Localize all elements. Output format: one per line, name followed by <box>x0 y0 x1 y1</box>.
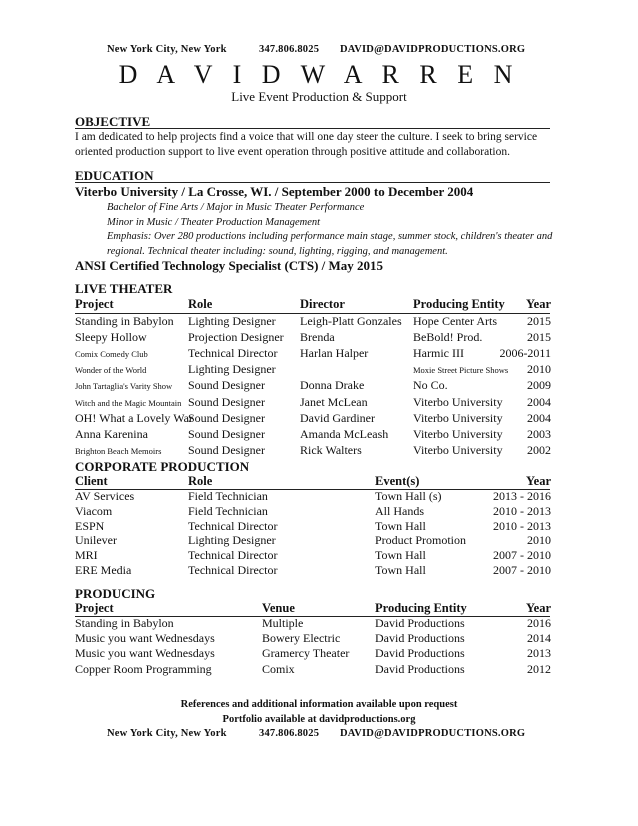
corporate-cell-year: 2010 <box>527 533 551 548</box>
col-project: Project <box>75 601 114 615</box>
producing-cell-entity: David Productions <box>375 616 465 630</box>
col-role: Role <box>188 297 213 311</box>
producing-cell-project: Music you want Wednesdays <box>75 646 215 661</box>
live-theater-cell-role: Sound Designer <box>188 426 265 441</box>
producing-cell-project: Music you want Wednesdays <box>75 631 215 646</box>
corporate-cell-client: MRI <box>75 548 98 563</box>
education-emphasis: Emphasis: Over 280 productions including performance main stage, summer stock, children's theater and regional. Technical theater including: sound, lighting, rigging, and management. <box>107 231 553 257</box>
live-theater-cell-entity: Viterbo University <box>413 442 503 457</box>
objective-rule <box>75 128 550 129</box>
col-venue: Venue <box>262 601 295 615</box>
education-rule <box>75 182 550 183</box>
live-theater-cell-director: Rick Walters <box>300 442 362 457</box>
corporate-cell-year: 2010 - 2013 <box>493 503 551 518</box>
producing-cell-project: Standing in Babylon <box>75 616 174 630</box>
live-theater-cell-director: Brenda <box>300 330 335 345</box>
corporate-cell-year: 2007 - 2010 <box>493 548 551 563</box>
live-theater-cell-role: Sound Designer <box>188 394 265 409</box>
live-theater-cell-director: Leigh-Platt Gonzales <box>300 314 402 328</box>
corporate-cell-client: Viacom <box>75 503 113 518</box>
live-theater-cell-director: Amanda McLeash <box>300 426 389 441</box>
corporate-rule <box>75 489 550 490</box>
contact-email: DAVID@DAVIDPRODUCTIONS.ORG <box>340 44 526 55</box>
live-theater-cell-director: Janet McLean <box>300 394 368 409</box>
live-theater-cell-role: Lighting Designer <box>188 362 276 377</box>
live-theater-cell-project: OH! What a Lovely War <box>75 410 193 425</box>
live-theater-cell-year: 2002 <box>527 442 551 457</box>
contact-line-top <box>0 44 638 58</box>
corporate-cell-role: Technical Director <box>188 548 278 563</box>
live-theater-cell-role: Sound Designer <box>188 442 265 457</box>
live-theater-cell-year: 2006-2011 <box>499 346 551 361</box>
corporate-cell-year: 2007 - 2010 <box>493 563 551 577</box>
col-director: Director <box>300 297 345 311</box>
footer-portfolio: Portfolio available at davidproductions.org <box>222 714 416 725</box>
live-theater-cell-project: John Tartaglia's Varity Show <box>75 381 173 392</box>
live-theater-cell-year: 2015 <box>527 314 551 328</box>
contact-city: New York City, New York <box>107 44 227 55</box>
live-theater-cell-project: Sleepy Hollow <box>75 330 147 345</box>
col-year: Year <box>526 601 551 615</box>
live-theater-cell-project: Standing in Babylon <box>75 314 174 328</box>
education-minor: Minor in Music / Theater Production Management <box>107 217 321 228</box>
live-theater-cell-role: Lighting Designer <box>188 314 276 328</box>
live-theater-cell-project: Witch and the Magic Mountain <box>75 397 182 408</box>
objective-text: I am dedicated to help projects find a voice that will one day steer the culture. I seek to bring service oriented production support to live event operation through positive attitude and collaboration. <box>75 131 538 158</box>
corporate-cell-role: Technical Director <box>188 563 278 577</box>
live-theater-cell-project: Comix Comedy Club <box>75 349 148 360</box>
contact-city: New York City, New York <box>107 728 227 739</box>
resume-subtitle: Live Event Production & Support <box>231 89 407 104</box>
producing-cell-entity: David Productions <box>375 646 465 661</box>
live-theater-cell-project: Brighton Beach Memoirs <box>75 445 162 456</box>
corporate-cell-events: Product Promotion <box>375 533 467 548</box>
producing-cell-entity: David Productions <box>375 631 465 646</box>
corporate-cell-events: Town Hall <box>375 518 426 533</box>
live-theater-cell-director: Harlan Halper <box>300 346 369 361</box>
education-degree: Bachelor of Fine Arts / Major in Music Theater Performance <box>107 202 365 213</box>
corporate-cell-year: 2013 - 2016 <box>493 489 551 503</box>
live-theater-cell-entity: Viterbo University <box>413 410 503 425</box>
corporate-cell-events: Town Hall <box>375 563 426 577</box>
live-theater-cell-director: David Gardiner <box>300 410 375 425</box>
producing-cell-year: 2014 <box>527 631 551 646</box>
live-theater-heading: LIVE THEATER <box>75 281 173 296</box>
contact-line-bottom <box>0 728 638 742</box>
corporate-cell-events: All Hands <box>375 503 424 518</box>
live-theater-cell-role: Technical Director <box>188 346 278 361</box>
corporate-cell-year: 2010 - 2013 <box>493 518 551 533</box>
live-theater-cell-entity: Harmic III <box>413 346 464 361</box>
col-year: Year <box>526 474 551 488</box>
contact-phone: 347.806.8025 <box>259 728 320 739</box>
producing-cell-project: Copper Room Programming <box>75 661 212 676</box>
col-producing-entity: Producing Entity <box>375 601 467 615</box>
education-cert: ANSI Certified Technology Specialist (CTS) / May 2015 <box>75 258 384 273</box>
live-theater-cell-year: 2003 <box>527 426 551 441</box>
producing-cell-year: 2016 <box>527 616 551 630</box>
corporate-cell-client: AV Services <box>75 489 135 503</box>
live-theater-cell-year: 2009 <box>527 378 551 393</box>
live-theater-cell-year: 2010 <box>527 362 551 377</box>
live-theater-cell-entity: Viterbo University <box>413 394 503 409</box>
col-client: Client <box>75 474 108 488</box>
live-theater-cell-year: 2004 <box>527 394 551 409</box>
live-theater-cell-director: Donna Drake <box>300 378 365 393</box>
producing-cell-entity: David Productions <box>375 661 465 676</box>
col-producing-entity: Producing Entity <box>413 297 505 311</box>
live-theater-cell-role: Projection Designer <box>188 330 284 345</box>
live-theater-cell-entity: No Co. <box>413 378 448 393</box>
live-theater-cell-entity: Hope Center Arts <box>413 314 497 328</box>
col-role: Role <box>188 474 213 488</box>
corporate-cell-client: ESPN <box>75 518 105 533</box>
corporate-cell-events: Town Hall <box>375 548 426 563</box>
live-theater-cell-role: Sound Designer <box>188 410 265 425</box>
corporate-cell-role: Lighting Designer <box>188 533 276 548</box>
col-project: Project <box>75 297 114 311</box>
corporate-cell-events: Town Hall (s) <box>375 489 442 503</box>
contact-email: DAVID@DAVIDPRODUCTIONS.ORG <box>340 728 526 739</box>
live-theater-cell-project: Anna Karenina <box>75 426 148 441</box>
producing-cell-venue: Comix <box>262 661 295 676</box>
corporate-cell-role: Technical Director <box>188 518 278 533</box>
corporate-cell-client: ERE Media <box>75 563 132 577</box>
corporate-heading: CORPORATE PRODUCTION <box>75 459 250 474</box>
live-theater-cell-project: Wonder of the World <box>75 365 147 376</box>
live-theater-cell-entity: Moxie Street Picture Shows <box>413 365 509 376</box>
footer-references: References and additional information available upon request <box>180 699 458 710</box>
live-theater-cell-entity: Viterbo University <box>413 426 503 441</box>
resume-name: D A V I D W A R R E N <box>118 60 520 89</box>
education-heading: EDUCATION <box>75 168 154 183</box>
col-events: Event(s) <box>375 474 420 488</box>
producing-cell-venue: Multiple <box>262 616 304 630</box>
live-theater-cell-year: 2015 <box>527 330 551 345</box>
corporate-cell-role: Field Technician <box>188 489 268 503</box>
live-theater-cell-role: Sound Designer <box>188 378 265 393</box>
education-school: Viterbo University / La Crosse, WI. / September 2000 to December 2004 <box>75 184 474 199</box>
producing-heading: PRODUCING <box>75 586 156 601</box>
col-year: Year <box>526 297 551 311</box>
producing-cell-venue: Bowery Electric <box>262 631 341 646</box>
producing-cell-venue: Gramercy Theater <box>262 646 350 661</box>
producing-cell-year: 2012 <box>527 661 551 676</box>
corporate-cell-client: Unilever <box>75 533 117 548</box>
corporate-cell-role: Field Technician <box>188 503 268 518</box>
live-theater-cell-entity: BeBold! Prod. <box>413 330 483 345</box>
objective-heading: OBJECTIVE <box>75 114 151 129</box>
producing-cell-year: 2013 <box>527 646 551 661</box>
contact-phone: 347.806.8025 <box>259 44 320 55</box>
live-theater-cell-year: 2004 <box>527 410 551 425</box>
